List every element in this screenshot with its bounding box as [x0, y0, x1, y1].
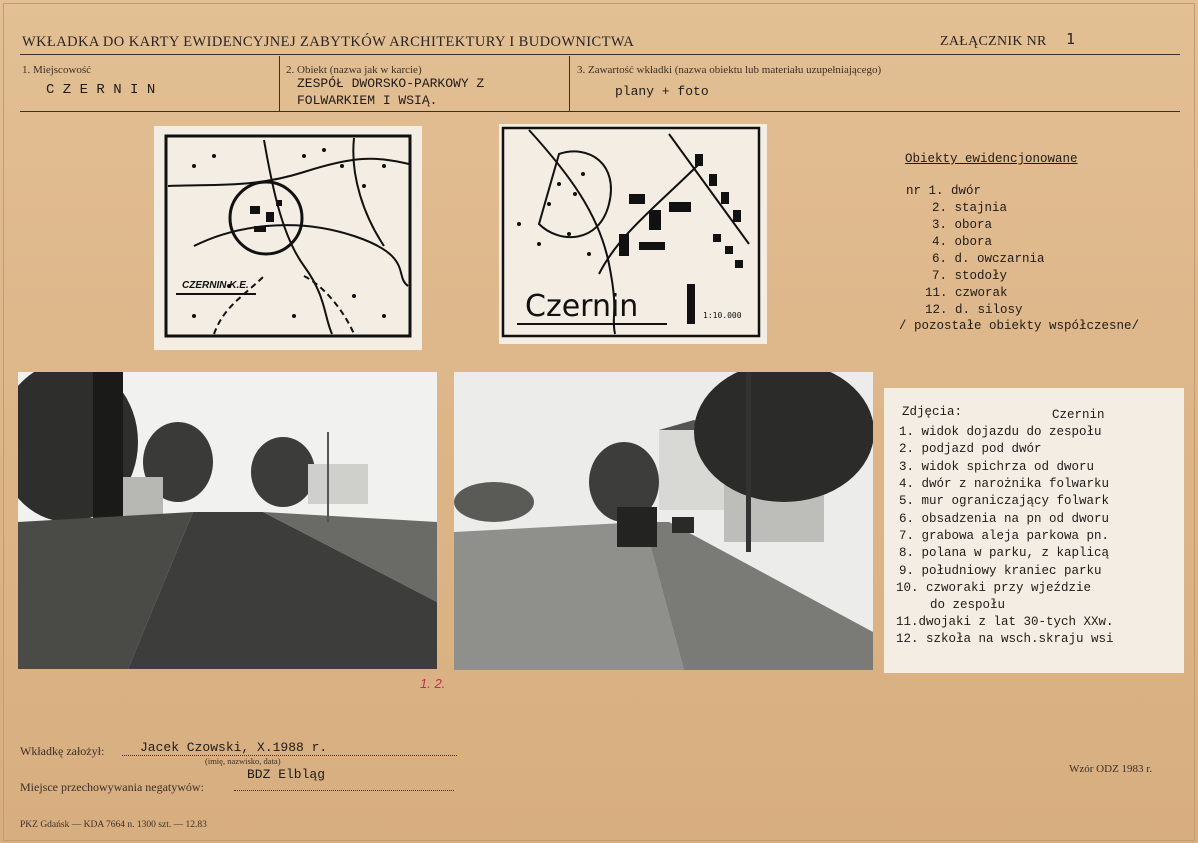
- objects-note: / pozostałe obiekty współczesne/: [899, 319, 1140, 333]
- photos-item-11: 11.dwojaki z lat 30-tych XXw.: [896, 615, 1114, 629]
- objects-item-5: 6. d. owczarnia: [932, 252, 1045, 266]
- author-value: Jacek Czowski, X.1988 r.: [122, 740, 457, 756]
- photos-item-2: 2. podjazd pod dwór: [899, 442, 1042, 456]
- photo-numbers: 1. 2.: [420, 676, 446, 691]
- photos-heading: Zdjęcia:: [902, 405, 963, 419]
- content-value: plany + foto: [615, 84, 709, 99]
- photos-item-10: 10. czworaki przy wjeździe: [896, 581, 1092, 595]
- map1-label: CZERNIN K.E.: [182, 280, 249, 291]
- photos-item-5: 5. mur ograniczający folwark: [899, 494, 1110, 508]
- place-value: C Z E R N I N: [46, 82, 156, 98]
- fields-rule: [20, 111, 1180, 112]
- objects-item-6: 7. stodoły: [932, 269, 1008, 283]
- photos-item-9: 9. południowy kraniec parku: [899, 564, 1102, 578]
- photos-item-4: 4. dwór z narożnika folwarku: [899, 477, 1110, 491]
- photo-1: [18, 372, 437, 669]
- map2-scale: 1:10.000: [703, 311, 742, 320]
- object-value-line1: ZESPÓŁ DWORSKO-PARKOWY Z: [297, 76, 485, 91]
- content-label: 3. Zawartość wkładki (nazwa obiektu lub materiału uzupełniającego): [577, 64, 882, 76]
- photos-item-10-cont: do zespołu: [930, 598, 1006, 612]
- photos-item-3: 3. widok spichrza od dworu: [899, 460, 1095, 474]
- site-plan: [499, 124, 767, 344]
- author-hint: (imię, nazwisko, data): [205, 756, 281, 766]
- negatives-label: Miejsce przechowywania negatywów:: [20, 780, 204, 794]
- photos-item-12: 12. szkoła na wsch.skraju wsi: [896, 632, 1114, 646]
- objects-heading: Obiekty ewidencjonowane: [905, 152, 1078, 166]
- annex-label: ZAŁĄCZNIK NR: [940, 34, 1047, 49]
- card-title: WKŁADKA DO KARTY EWIDENCYJNEJ ZABYTKÓW ARCHITEKTURY I BUDOWNICTWA: [22, 34, 635, 50]
- road-photo: [18, 372, 437, 669]
- photos-item-7: 7. grabowa aleja parkowa pn.: [899, 529, 1110, 543]
- field-divider-2: [569, 56, 570, 112]
- template-note: Wzór ODZ 1983 r.: [1069, 763, 1153, 775]
- photos-item-1: 1. widok dojazdu do zespołu: [899, 425, 1102, 439]
- print-note: PKZ Gdańsk — KDA 7664 n. 1300 szt. — 12.83: [20, 820, 207, 830]
- map2-label: Czernin: [525, 289, 639, 324]
- objects-item-3: 3. obora: [932, 218, 993, 232]
- objects-item-2: 2. stajnia: [932, 201, 1008, 215]
- photo-2: [454, 372, 873, 670]
- objects-item-7: 11. czworak: [925, 286, 1008, 300]
- object-label: 2. Obiekt (nazwa jak w karcie): [286, 64, 422, 76]
- annex-number: 1: [1066, 30, 1076, 48]
- place-label: 1. Miejscowość: [22, 64, 92, 76]
- header-rule: [20, 54, 1180, 55]
- author-label: Wkładkę założył:: [20, 744, 105, 758]
- photos-item-8: 8. polana w parku, z kaplicą: [899, 546, 1110, 560]
- negatives-dots: [234, 790, 454, 791]
- driveway-photo: [454, 372, 873, 670]
- objects-item-1: nr 1. dwór: [906, 184, 982, 198]
- photos-item-6: 6. obsadzenia na pn od dworu: [899, 512, 1110, 526]
- map-photo-2: [499, 124, 767, 344]
- field-divider-1: [279, 56, 280, 112]
- location-map: [154, 126, 422, 350]
- map-photo-1: [154, 126, 422, 350]
- negatives-value: BDZ Elbląg: [247, 767, 326, 782]
- objects-item-4: 4. obora: [932, 235, 993, 249]
- object-value-line2: FOLWARKIEM I WSIĄ.: [297, 93, 438, 108]
- photos-place: Czernin: [1052, 408, 1105, 422]
- objects-item-8: 12. d. silosy: [925, 303, 1023, 317]
